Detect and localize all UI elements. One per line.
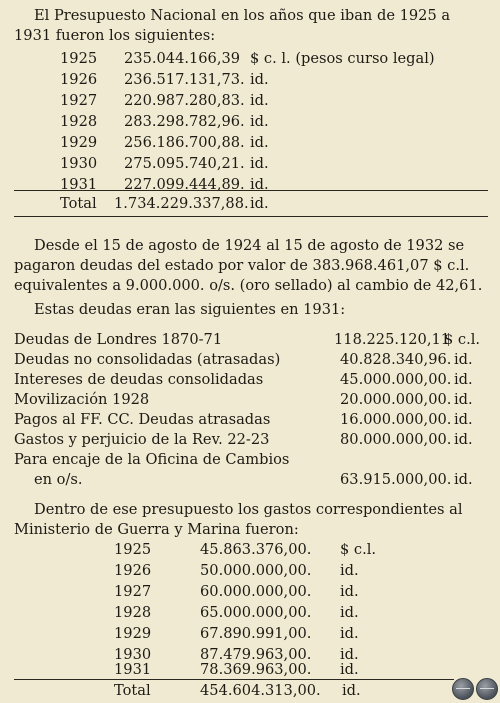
- total-label: Total: [114, 682, 151, 699]
- unit-cell: id.: [340, 625, 359, 642]
- amount-cell: 235.044.166,39: [124, 50, 241, 67]
- unit-cell: id.: [454, 411, 473, 428]
- year-cell: 1926: [114, 562, 152, 579]
- label-cell: Pagos al FF. CC. Deudas atrasadas: [14, 411, 271, 428]
- unit-cell: $ c.l.: [340, 541, 377, 558]
- unit-cell: id.: [454, 351, 473, 368]
- amount-cell: 80.000.000,00.: [340, 431, 452, 448]
- amount-cell: 78.369.963,00.: [200, 661, 312, 678]
- year-cell: 1927: [114, 583, 152, 600]
- year-cell: 1931: [114, 661, 152, 678]
- year-cell: 1928: [114, 604, 152, 621]
- year-cell: 1930: [114, 646, 152, 663]
- label-cell: en o/s.: [34, 471, 83, 488]
- unit-cell: id.: [340, 562, 359, 579]
- amount-cell: 20.000.000,00.: [340, 391, 452, 408]
- amount-cell: 40.828.340,96.: [340, 351, 452, 368]
- amount-cell: 65.000.000,00.: [200, 604, 312, 621]
- amount-cell: 45.000.000,00.: [340, 371, 452, 388]
- unit-cell: id.: [454, 431, 473, 448]
- label-cell: Gastos y perjuicio de la Rev. 22-23: [14, 431, 270, 448]
- label-cell: Intereses de deudas consolidadas: [14, 371, 264, 388]
- label-cell: Para encaje de la Oficina de Cambios: [14, 451, 290, 468]
- amount-cell: 227.099.444,89.: [124, 176, 245, 193]
- debts-paragraph: Desde el 15 de agosto de 1924 al 15 de agosto de 1932 se pagaron deudas del estado por valor de 383.968.461,07 $ c.l. equivalentes a 9.000.000. o/s. (oro sellado) al cambio de 42,61.: [14, 237, 483, 294]
- military-paragraph: Dentro de ese presupuesto los gastos correspondientes al Ministerio de Guerra y Marina fueron:: [14, 501, 463, 538]
- year-cell: 1925: [60, 50, 98, 67]
- label-cell: Deudas no consolidadas (atrasadas): [14, 351, 281, 368]
- debts-subtitle: Estas deudas eran las siguientes en 1931:: [34, 301, 346, 318]
- unit-cell: $ c. l. (pesos curso legal): [250, 50, 435, 67]
- unit-cell: id.: [454, 391, 473, 408]
- year-cell: 1927: [60, 92, 98, 109]
- table-divider: [14, 216, 488, 217]
- table-divider: [14, 679, 454, 680]
- total-amount: 1.734.229.337,88.: [114, 195, 249, 212]
- unit-cell: id.: [454, 371, 473, 388]
- unit-cell: id.: [340, 661, 359, 678]
- unit-cell: id.: [250, 176, 269, 193]
- amount-cell: 16.000.000,00.: [340, 411, 452, 428]
- total-unit: id.: [250, 195, 269, 212]
- label-cell: Deudas de Londres 1870-71: [14, 331, 223, 348]
- year-cell: 1925: [114, 541, 152, 558]
- zoom-out-icon[interactable]: [452, 678, 474, 700]
- year-cell: 1931: [60, 176, 98, 193]
- amount-cell: 275.095.740,21.: [124, 155, 245, 172]
- amount-cell: 50.000.000,00.: [200, 562, 312, 579]
- table-divider: [14, 190, 488, 191]
- amount-cell: 67.890.991,00.: [200, 625, 312, 642]
- amount-cell: 256.186.700,88.: [124, 134, 245, 151]
- section1-intro: El Presupuesto Nacional en los años que iban de 1925 a 1931 fueron los siguientes:: [14, 7, 451, 44]
- unit-cell: id.: [250, 134, 269, 151]
- unit-cell: id.: [454, 471, 473, 488]
- year-cell: 1930: [60, 155, 98, 172]
- label-cell: Movilización 1928: [14, 391, 150, 408]
- amount-cell: 60.000.000,00.: [200, 583, 312, 600]
- year-cell: 1928: [60, 113, 98, 130]
- year-cell: 1926: [60, 71, 98, 88]
- amount-cell: 45.863.376,00.: [200, 541, 312, 558]
- unit-cell: id.: [250, 92, 269, 109]
- amount-cell: 63.915.000,00.: [340, 471, 452, 488]
- total-amount: 454.604.313,00.: [200, 682, 321, 699]
- amount-cell: 283.298.782,96.: [124, 113, 245, 130]
- year-cell: 1929: [114, 625, 152, 642]
- unit-cell: id.: [340, 646, 359, 663]
- total-unit: id.: [342, 682, 361, 699]
- unit-cell: $ c.l.: [444, 331, 481, 348]
- year-cell: 1929: [60, 134, 98, 151]
- unit-cell: id.: [250, 155, 269, 172]
- unit-cell: id.: [340, 583, 359, 600]
- total-label: Total: [60, 195, 97, 212]
- unit-cell: id.: [250, 71, 269, 88]
- zoom-in-icon[interactable]: [476, 678, 498, 700]
- amount-cell: 118.225.120,11: [334, 331, 451, 348]
- amount-cell: 220.987.280,83.: [124, 92, 245, 109]
- amount-cell: 236.517.131,73.: [124, 71, 245, 88]
- unit-cell: id.: [340, 604, 359, 621]
- amount-cell: 87.479.963,00.: [200, 646, 312, 663]
- unit-cell: id.: [250, 113, 269, 130]
